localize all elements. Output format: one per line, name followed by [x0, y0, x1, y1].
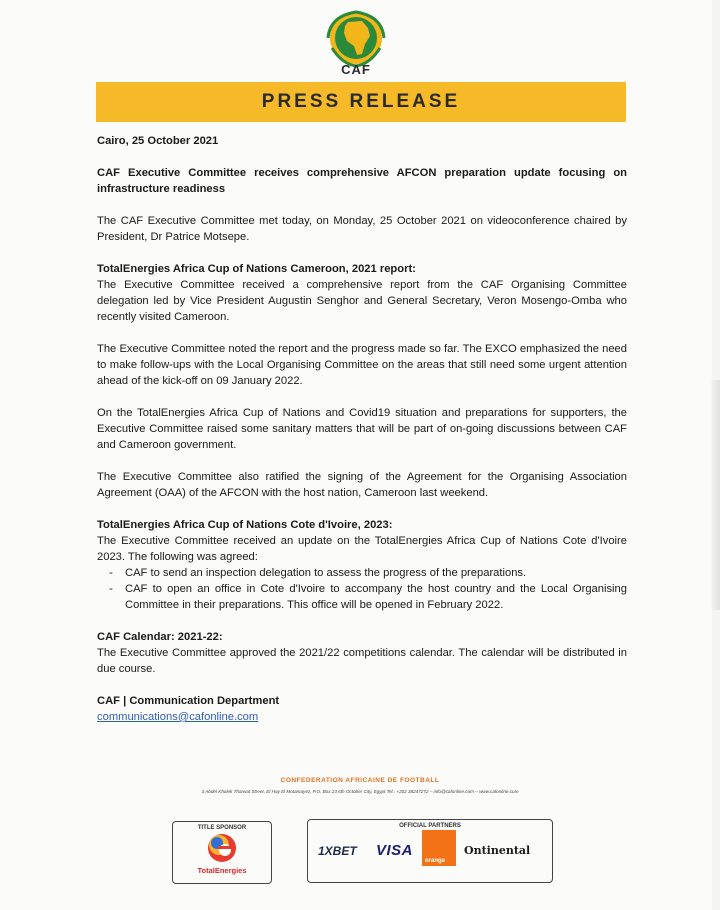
document-body: [97, 133, 627, 725]
bullet-marker: -: [109, 567, 113, 579]
title-sponsor-name: TotalEnergies: [197, 866, 247, 875]
footer-organisation-name: CONFEDERATION AFRICAINE DE FOOTBALL: [280, 777, 440, 784]
partner-visa-logo: VISA: [376, 842, 414, 859]
contact-email-link[interactable]: communications@cafonline.com: [97, 711, 259, 723]
agreed-items-list: [97, 565, 627, 613]
footer-address: 3 Abdel Khalek Tharwat Street, El Hay El Motamayez, P.O. Box 23 6th October City, Egypt Tel.: +202 38247272 – info@cafonline.com – www.cafonline.com: [201, 789, 519, 794]
headline: CAF Executive Committee receives comprehensive AFCON preparation update focusing on infrastructure readiness: [97, 167, 627, 195]
bullet-marker: -: [109, 583, 113, 595]
list-item: [97, 581, 627, 613]
list-item: [97, 565, 627, 581]
caf-logo-text: CAF: [341, 62, 371, 77]
dateline: Cairo, 25 October 2021: [97, 135, 219, 147]
section-afcon-2023-paragraph-1: The Executive Committee received an update on the TotalEnergies Africa Cup of Nations Cote d'Ivoire 2023. The following was agreed:: [97, 535, 627, 563]
section-afcon-2021-paragraph-1: The Executive Committee received a comprehensive report from the CAF Organising Committee delegation led by Vice President Augustin Senghor and General Secretary, Veron Mosengo-Omba who recently visited Cameroon.: [97, 279, 627, 323]
press-release-banner: [96, 82, 626, 122]
title-sponsor-box: [172, 821, 272, 884]
partner-orange-logo: [422, 830, 456, 866]
partner-continental-logo: Ontinental: [464, 844, 531, 857]
signature-department: CAF | Communication Department: [97, 695, 280, 707]
list-item-text: CAF to open an office in Cote d'Ivoire to accompany the host country and the Local Organising Committee in their preparations. This office will be opened in February 2022.: [125, 583, 627, 611]
banner-title: PRESS RELEASE: [261, 91, 461, 112]
official-partners-label: OFFICIAL PARTNERS: [394, 823, 466, 829]
official-partners-box: [307, 819, 553, 883]
section-afcon-2023-title: TotalEnergies Africa Cup of Nations Cote d'Ivoire, 2023:: [97, 519, 393, 531]
page-edge-shadow: [710, 380, 720, 610]
section-afcon-2021-paragraph-3: On the TotalEnergies Africa Cup of Nations and Covid19 situation and preparations for supporters, the Executive Committee raised some sanitary matters that will be part of on-going discussions between CAF and Cameroon government.: [97, 407, 627, 451]
title-sponsor-label: TITLE SPONSOR: [193, 825, 251, 831]
partner-1xbet-logo: 1XBET: [318, 844, 357, 858]
section-afcon-2021-paragraph-2: The Executive Committee noted the report and the progress made so far. The EXCO emphasized the need to make follow-ups with the Local Organising Committee on the areas that still need some urgent attention ahead of the kick-off on 09 January 2022.: [97, 343, 627, 387]
list-item-text: CAF to send an inspection delegation to assess the progress of the preparations.: [125, 567, 527, 579]
partner-orange-text: orange: [425, 858, 446, 864]
section-afcon-2021-paragraph-4: The Executive Committee also ratified the signing of the Agreement for the Organising Association Agreement (OAA) of the AFCON with the host nation, Cameroon last weekend.: [97, 471, 627, 499]
section-afcon-2021-title: TotalEnergies Africa Cup of Nations Cameroon, 2021 report:: [97, 263, 416, 275]
section-calendar-paragraph: The Executive Committee approved the 2021/22 competitions calendar. The calendar will be distributed in due course.: [97, 647, 627, 675]
intro-paragraph: The CAF Executive Committee met today, on Monday, 25 October 2021 on videoconference chaired by President, Dr Patrice Motsepe.: [97, 215, 627, 243]
totalenergies-logo-icon: [201, 828, 243, 864]
section-calendar-title: CAF Calendar: 2021-22:: [97, 631, 223, 643]
